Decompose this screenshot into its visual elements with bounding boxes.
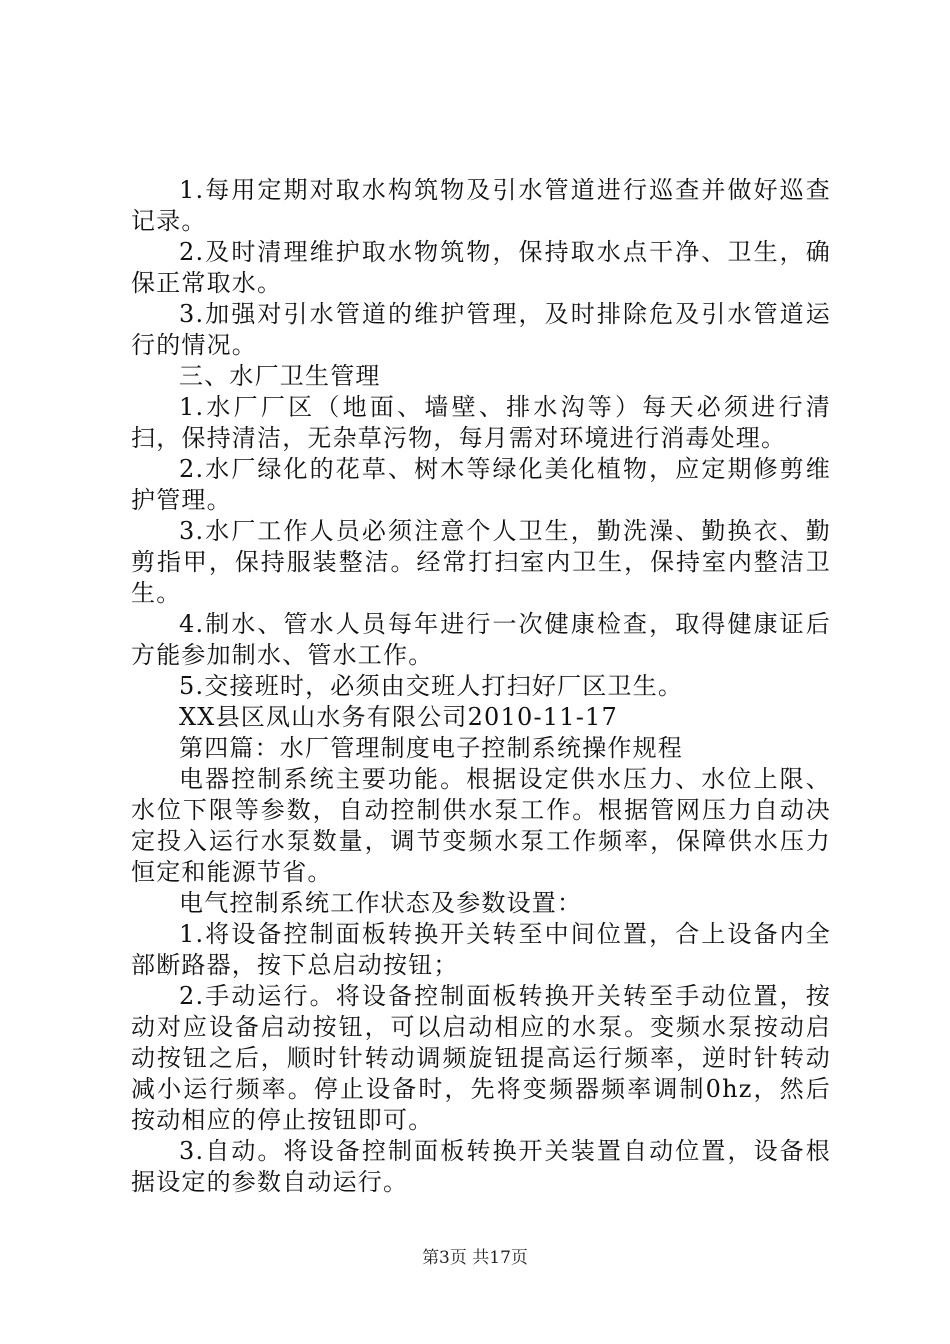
paragraph: 2.手动运行。将设备控制面板转换开关转至手动位置，按动对应设备启动按钮，可以启动相应的水泵。变频水泵按动启动按钮之后，顺时针转动调频旋钮提高运行频率，逆时针转动减小运行频率。停止设备时，先将变频器频率调制0hz，然后按动相应的停止按钮即可。: [131, 982, 831, 1134]
chapter-title: 第四篇：水厂管理制度电子控制系统操作规程: [179, 734, 683, 762]
company-date-line: XX县区凤山水务有限公司2010-11-17: [179, 703, 618, 731]
paragraph: 5.交接班时，必须由交班人打扫好厂区卫生。: [179, 672, 684, 700]
paragraph: 电器控制系统主要功能。根据设定供水压力、水位上限、水位下限等参数，自动控制供水泵工作。根据管网压力自动决定投入运行水泵数量，调节变频水泵工作频率，保障供水压力恒定和能源节省。: [131, 765, 831, 886]
paragraph: 2.及时清理维护取水物筑物，保持取水点干净、卫生，确保正常取水。: [131, 238, 831, 297]
paragraph: 1.每用定期对取水构筑物及引水管道进行巡查并做好巡查记录。: [131, 176, 831, 235]
section-heading: 三、水厂卫生管理: [179, 362, 381, 390]
paragraph: 3.水厂工作人员必须注意个人卫生，勤洗澡、勤换衣、勤剪指甲，保持服装整洁。经常打扫室内卫生，保持室内整洁卫生。: [131, 517, 831, 607]
paragraph: 电气控制系统工作状态及参数设置：: [179, 889, 583, 917]
paragraph: 3.自动。将设备控制面板转换开关装置自动位置，设备根据设定的参数自动运行。: [131, 1137, 831, 1196]
paragraph: 1.水厂厂区（地面、墙壁、排水沟等）每天必须进行清扫，保持清洁，无杂草污物，每月需对环境进行消毒处理。: [131, 393, 831, 452]
paragraph: 3.加强对引水管道的维护管理，及时排除危及引水管道运行的情况。: [131, 300, 831, 359]
paragraph: 1.将设备控制面板转换开关转至中间位置，合上设备内全部断路器，按下总启动按钮；: [131, 920, 831, 979]
page-number-footer: 第3页 共17页: [422, 1248, 528, 1268]
paragraph: 2.水厂绿化的花草、树木等绿化美化植物，应定期修剪维护管理。: [131, 455, 831, 514]
document-body: [131, 175, 831, 1198]
paragraph: 4.制水、管水人员每年进行一次健康检查，取得健康证后方能参加制水、管水工作。: [131, 610, 831, 669]
